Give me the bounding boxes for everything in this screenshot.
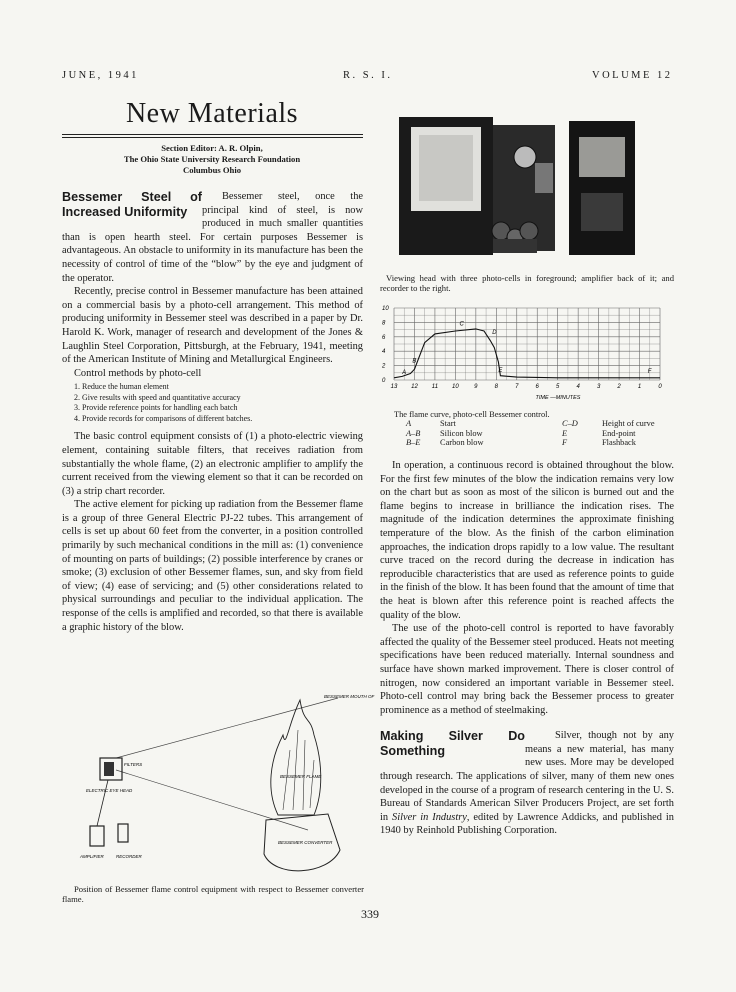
x-tick-label: 1	[637, 384, 642, 390]
title-rule-2	[62, 137, 363, 138]
eye-head-inner	[104, 762, 114, 776]
legend-key: A–B	[406, 428, 421, 438]
paragraph: The use of the photo-cell control is reported to have favorably affected the quality of the Bessemer steel produced. Heats not meeting specifications have been reduced materially. Internal soundness and surface have shown marked improvement. There is closer control of nitrogen, now considered an important variable in Bessemer steel. Photo-cell control may bring back the Bessemer process to greater prominence as a method of steelmaking.	[380, 623, 674, 716]
y-tick-label: 10	[382, 306, 389, 312]
article-heading: Bessemer Steel of Increased Uniformity	[62, 190, 202, 219]
flame-streaks	[283, 730, 314, 810]
list-item: 3. Provide reference points for handling each batch	[74, 403, 238, 413]
x-tick-label: 6	[535, 384, 539, 390]
x-tick-label: 13	[390, 384, 398, 390]
x-tick-label: 2	[617, 384, 621, 390]
point-label: A	[402, 370, 407, 377]
list-item: 1. Reduce the human element	[74, 382, 169, 392]
photo-caption: Viewing head with three photo-cells in foreground; amplifier back of it; and recorder to the right.	[380, 273, 674, 293]
x-tick-label: 3	[596, 384, 601, 390]
running-header-journal: R. S. I.	[343, 70, 393, 81]
y-tick-label: 4	[382, 349, 386, 356]
section-editor	[62, 143, 362, 176]
control-list	[74, 382, 363, 424]
paragraph-text: Silver, though not by any means a new material, has many new uses. More may be developed through research. The applications of silver, many of them new ones developed in the course of a program of research centering in the U. S. Bureau of Standards American Silver Producers Project, are set forth in	[380, 730, 675, 823]
flame-curve-chart	[380, 302, 674, 402]
label-mouth: BESSEMER MOUTH OF	[324, 694, 375, 699]
window-screen	[419, 135, 473, 201]
legend-key: B–E	[406, 438, 421, 448]
title-rule	[62, 134, 363, 135]
legend-value: Carbon blow	[440, 438, 484, 448]
chart-caption: The flame curve, photo-cell Bessemer control.	[394, 410, 550, 419]
tubes-panel	[535, 163, 553, 193]
paragraph: Control methods by photo-cell	[74, 367, 202, 379]
recorder-chart-window	[579, 137, 625, 177]
point-label: C	[459, 321, 464, 328]
label-converter: BESSEMER CONVERTER	[278, 840, 333, 845]
legend-value: End-point	[602, 428, 636, 438]
point-label: E	[498, 368, 503, 375]
diagram-caption: Position of Bessemer flame control equipment with respect to Bessemer converter flame.	[62, 884, 364, 904]
legend-row	[406, 419, 661, 428]
paragraph: In operation, a continuous record is obtained throughout the blow. For the first few minutes of the blow the indication remains very low on the chart but as soon as most of the silicon is burned out and the flame begins to increase in brilliance the indication rises. The magnitude of the indication determines the approximate finishing temperature of the blow. As the finish of the carbon elimination approaches, the indication drops rapidly to a low value. The resultant curve traced on the record during the decrease in indication has reproducible characteristics that are used as reference points to guide in the finish of the blow. It has been found that the amount of time that the heat is blown after this reference point is reached affects the quality of the blow.	[380, 460, 674, 621]
x-tick-label: 7	[515, 384, 519, 390]
label-eye: ELECTRIC EYE HEAD	[86, 788, 133, 793]
editor-location: Columbus Ohio	[182, 165, 242, 175]
section-title: New Materials	[125, 98, 299, 129]
page-number: 339	[361, 907, 379, 921]
list-item: 4. Provide records for comparisons of different batches.	[74, 413, 253, 423]
editor-name: Section Editor: A. R. Olpin,	[161, 143, 263, 153]
paragraph: Recently, precise control in Bessemer manufacture has been attained on a commercial basis by a photo-cell arrangement. This method of producing uniformity in Bessemer steel was described in a paper by Dr. Harold K. Work, manager of research and development of the Jones & Laughlin Steel Corporation, Pittsburgh, at the February, 1941, meeting of the American Institute of Mining and Metallurgical Engineers.	[62, 286, 363, 366]
x-tick-label: 5	[556, 384, 560, 390]
chart-legend	[394, 410, 684, 448]
legend-row	[406, 438, 661, 447]
point-label: B	[412, 358, 417, 365]
bessemer-flame	[271, 700, 321, 815]
list-item: 2. Give results with speed and quantitative accuracy	[74, 392, 241, 402]
amplifier-box	[90, 826, 104, 846]
point-label: F	[647, 368, 652, 375]
cable	[97, 780, 108, 826]
x-tick-label: 0	[658, 384, 662, 390]
book-title: Silver in Industry	[392, 811, 467, 823]
x-tick-label: 12	[411, 384, 418, 390]
equipment-diagram	[78, 680, 375, 880]
x-axis-label: TIME —MINUTES	[535, 395, 581, 401]
point-label: D	[492, 329, 497, 336]
legend-table	[406, 419, 661, 447]
article-heading: Making Silver Do Something	[380, 729, 525, 759]
x-tick-label: 4	[576, 384, 580, 390]
legend-value: Height of curve	[602, 419, 655, 429]
y-tick-label: 2	[382, 363, 386, 370]
paragraph: Bessemer steel, once the principal kind of steel, is now produced in much smaller quantities than is open hearth steel. For certain purposes Bessemer is advantageous. An obstacle to uniformity in its manufacture has been the necessity of control of time of the “blow” by the eye and judgment of the operator.	[62, 191, 363, 284]
running-header-volume: VOLUME 12	[592, 70, 673, 81]
label-flame: BESSEMER FLAME	[280, 774, 322, 779]
recorder-panel	[581, 193, 623, 231]
x-tick-label: 10	[452, 384, 459, 390]
equipment-photo	[393, 113, 668, 261]
running-header-date: JUNE, 1941	[62, 70, 139, 81]
sight-line	[116, 770, 308, 830]
photo-cell	[520, 222, 538, 240]
legend-key: C–D	[562, 419, 578, 429]
paragraph-text: , edited by Lawrence Addicks, and published in 1940 by Reinhold Publishing Corporation.	[380, 811, 674, 837]
recorder-box	[118, 824, 128, 842]
y-tick-label: 6	[382, 334, 386, 341]
meter-dial	[514, 146, 536, 168]
left-column	[62, 190, 363, 634]
editor-affiliation: The Ohio State University Research Foundation	[123, 154, 301, 164]
legend-key: F	[562, 438, 568, 448]
y-tick-label: 0	[382, 378, 386, 384]
paragraph: The basic control equipment consists of (1) a photo-electric viewing element, containing suitable filters, that receives radiation from substantially the whole flame, (2) an electronic amplifier to amplify the current received from the viewing element so that it can be recorded on (3) a strip chart recorder.	[62, 431, 363, 497]
legend-key: E	[562, 428, 568, 438]
x-tick-label: 8	[494, 384, 498, 390]
legend-key: A	[406, 419, 412, 429]
cell-base	[493, 239, 537, 253]
x-tick-label: 11	[431, 384, 439, 390]
paragraph: The active element for picking up radiation from the Bessemer flame is a group of three General Electric PJ-22 tubes. This arrangement of cells is set up about 60 feet from the converter, in a position controlled primarily by such mechanical conditions in the mill as: (1) convenience of mounting on parts of buildings; (2) possible interference by cranes or smoke; (3) exclusion of other Bessemer flames, sun, and sky from field of view; (4) ease of servicing; and (5) other considerations related to physical surroundings and peculiar to the individual application. The response of the cells is amplified and recorded, so that there is available a graphic history of the blow.	[62, 499, 363, 633]
label-recorder: RECORDER	[116, 854, 142, 859]
legend-value: Silicon blow	[440, 428, 483, 438]
legend-row	[406, 429, 661, 438]
y-tick-label: 8	[382, 320, 386, 327]
right-column	[380, 459, 674, 838]
legend-value: Flashback	[602, 438, 636, 448]
x-tick-label: 9	[474, 384, 478, 390]
chart-grid	[394, 308, 660, 380]
label-amplifier: AMPLIFIER	[80, 854, 104, 859]
label-filters: FILTERS	[124, 762, 143, 767]
legend-value: Start	[440, 419, 456, 429]
